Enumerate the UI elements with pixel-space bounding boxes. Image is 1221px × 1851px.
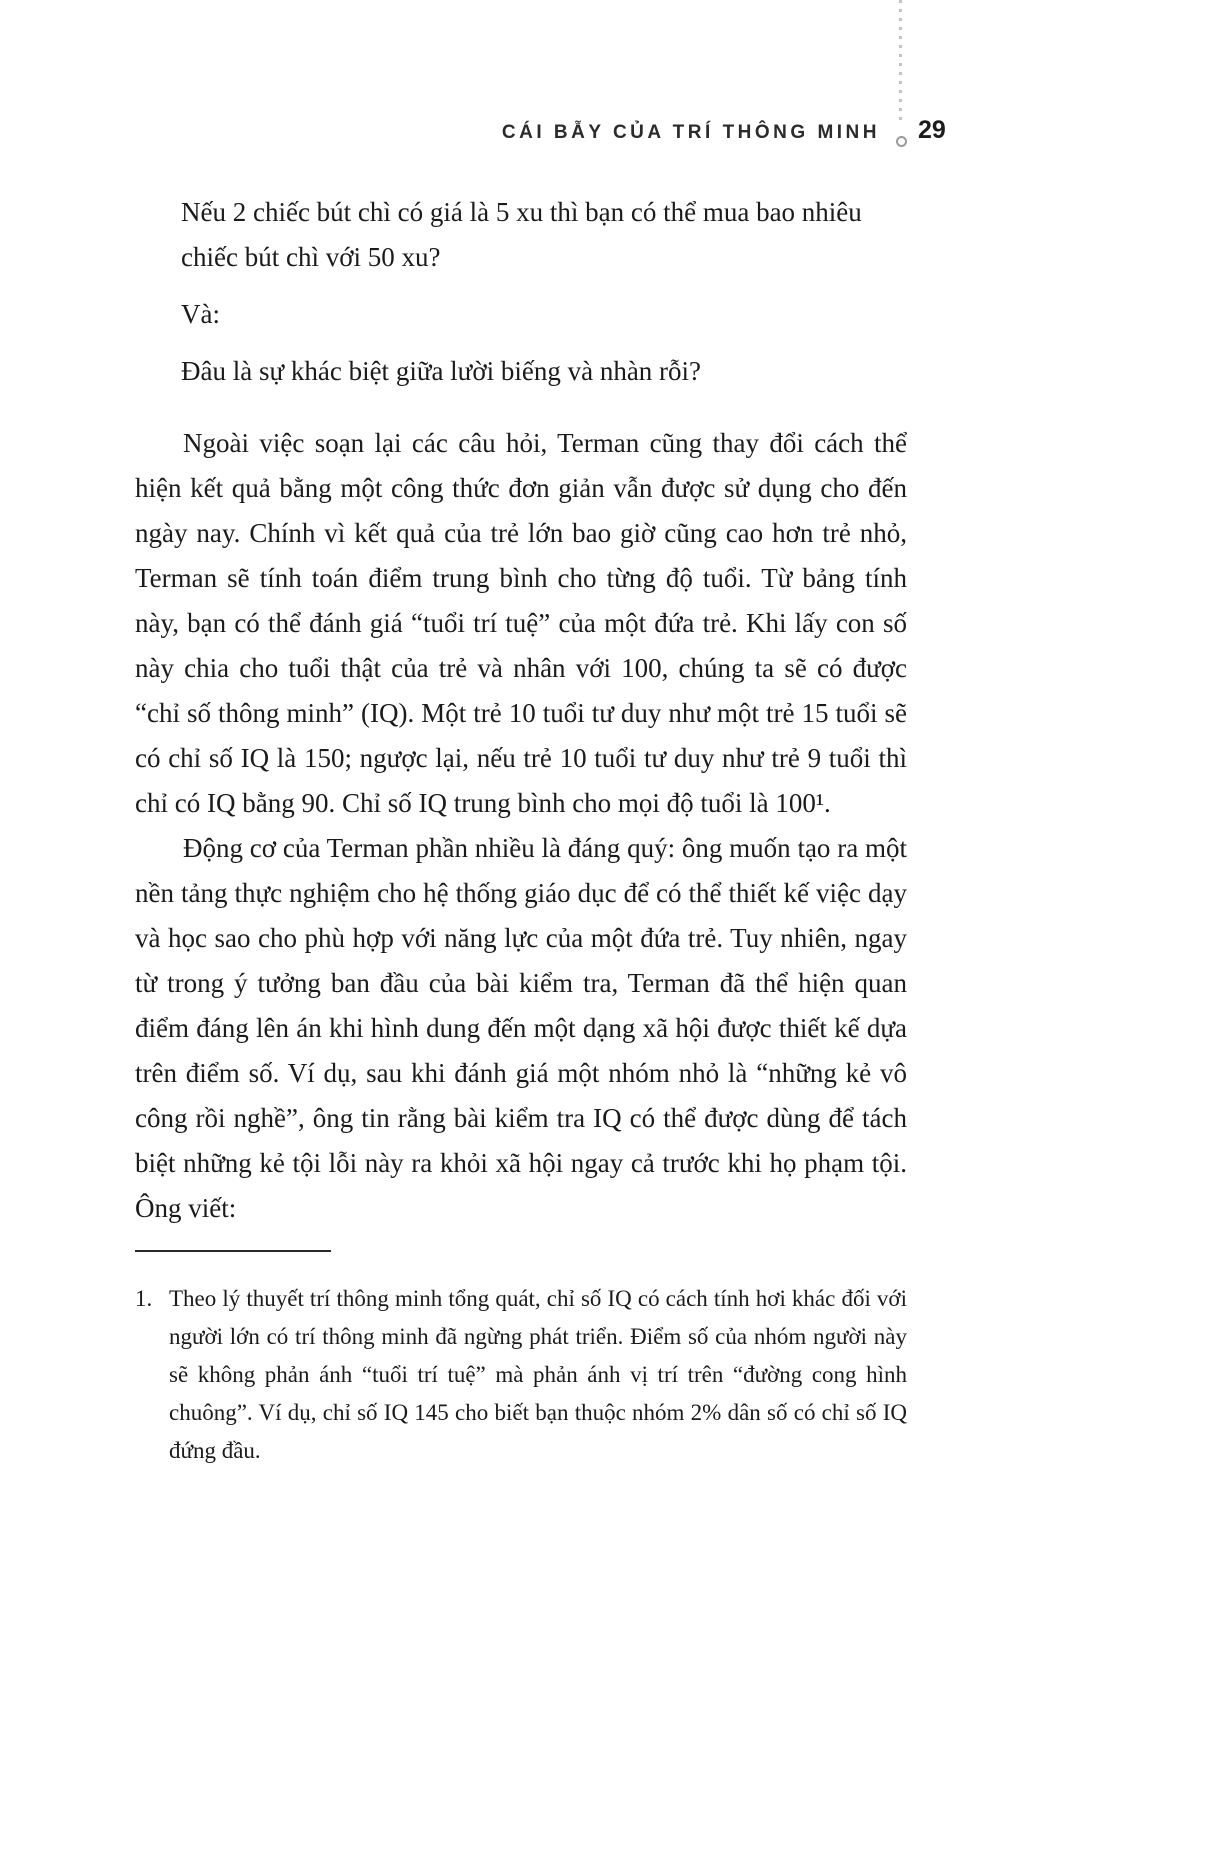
header-marker-circle-icon (896, 136, 907, 147)
body-paragraph-2: Động cơ của Terman phần nhiều là đáng quý: ông muốn tạo ra một nền tảng thực nghiệm cho hệ thống giáo dục để có thể thiết kế việc dạy và học sao cho phù hợp với năng lực của một đứa trẻ. Tuy nhiên, ngay từ trong ý tưởng ban đầu của bài kiểm tra, Terman đã thể hiện quan điểm đáng lên án khi hình dung đến một dạng xã hội được thiết kế dựa trên điểm số. Ví dụ, sau khi đánh giá một nhóm nhỏ là “những kẻ vô công rồi nghề”, ông tin rằng bài kiểm tra IQ có thể được dùng để tách biệt những kẻ tội lỗi này ra khỏi xã hội ngay cả trước khi họ phạm tội. Ông viết: (135, 833, 907, 1223)
footnote-separator-rule (135, 1250, 331, 1252)
footnote-area (135, 1250, 907, 1470)
page-header (135, 122, 880, 144)
epigraph-connector: Và: (181, 299, 220, 329)
epigraph-question-2: Đâu là sự khác biệt giữa lười biếng và nhàn rỗi? (181, 356, 702, 386)
footnote-text: Theo lý thuyết trí thông minh tổng quát, chỉ số IQ có cách tính hơi khác đối với người lớn có trí thông minh đã ngừng phát triển. Điểm số của nhóm người này sẽ không phản ánh “tuổi trí tuệ” mà phản ánh vị trí trên “đường cong hình chuông”. Ví dụ, chỉ số IQ 145 cho biết bạn thuộc nhóm 2% dân số có chỉ số IQ đứng đầu. (169, 1286, 907, 1463)
epigraph-question-1: Nếu 2 chiếc bút chì có giá là 5 xu thì bạn có thể mua bao nhiêu chiếc bút chì với 50 xu? (181, 197, 862, 272)
footnote-number: 1. (135, 1286, 153, 1311)
page-number: 29 (918, 116, 946, 144)
running-title: CÁI BẪY CỦA TRÍ THÔNG MINH (501, 122, 880, 143)
footnote (135, 1280, 907, 1470)
page-body (135, 190, 907, 1231)
dotted-vertical-rule (899, 0, 902, 120)
body-paragraph-1: Ngoài việc soạn lại các câu hỏi, Terman cũng thay đổi cách thể hiện kết quả bằng một công thức đơn giản vẫn được sử dụng cho đến ngày nay. Chính vì kết quả của trẻ lớn bao giờ cũng cao hơn trẻ nhỏ, Terman sẽ tính toán điểm trung bình cho từng độ tuổi. Từ bảng tính này, bạn có thể đánh giá “tuổi trí tuệ” của một đứa trẻ. Khi lấy con số này chia cho tuổi thật của trẻ và nhân với 100, chúng ta sẽ có được “chỉ số thông minh” (IQ). Một trẻ 10 tuổi tư duy như một trẻ 15 tuổi sẽ có chỉ số IQ là 150; ngược lại, nếu trẻ 10 tuổi tư duy như trẻ 9 tuổi thì chỉ có IQ bằng 90. Chỉ số IQ trung bình cho mọi độ tuổi là 100¹. (135, 428, 907, 818)
